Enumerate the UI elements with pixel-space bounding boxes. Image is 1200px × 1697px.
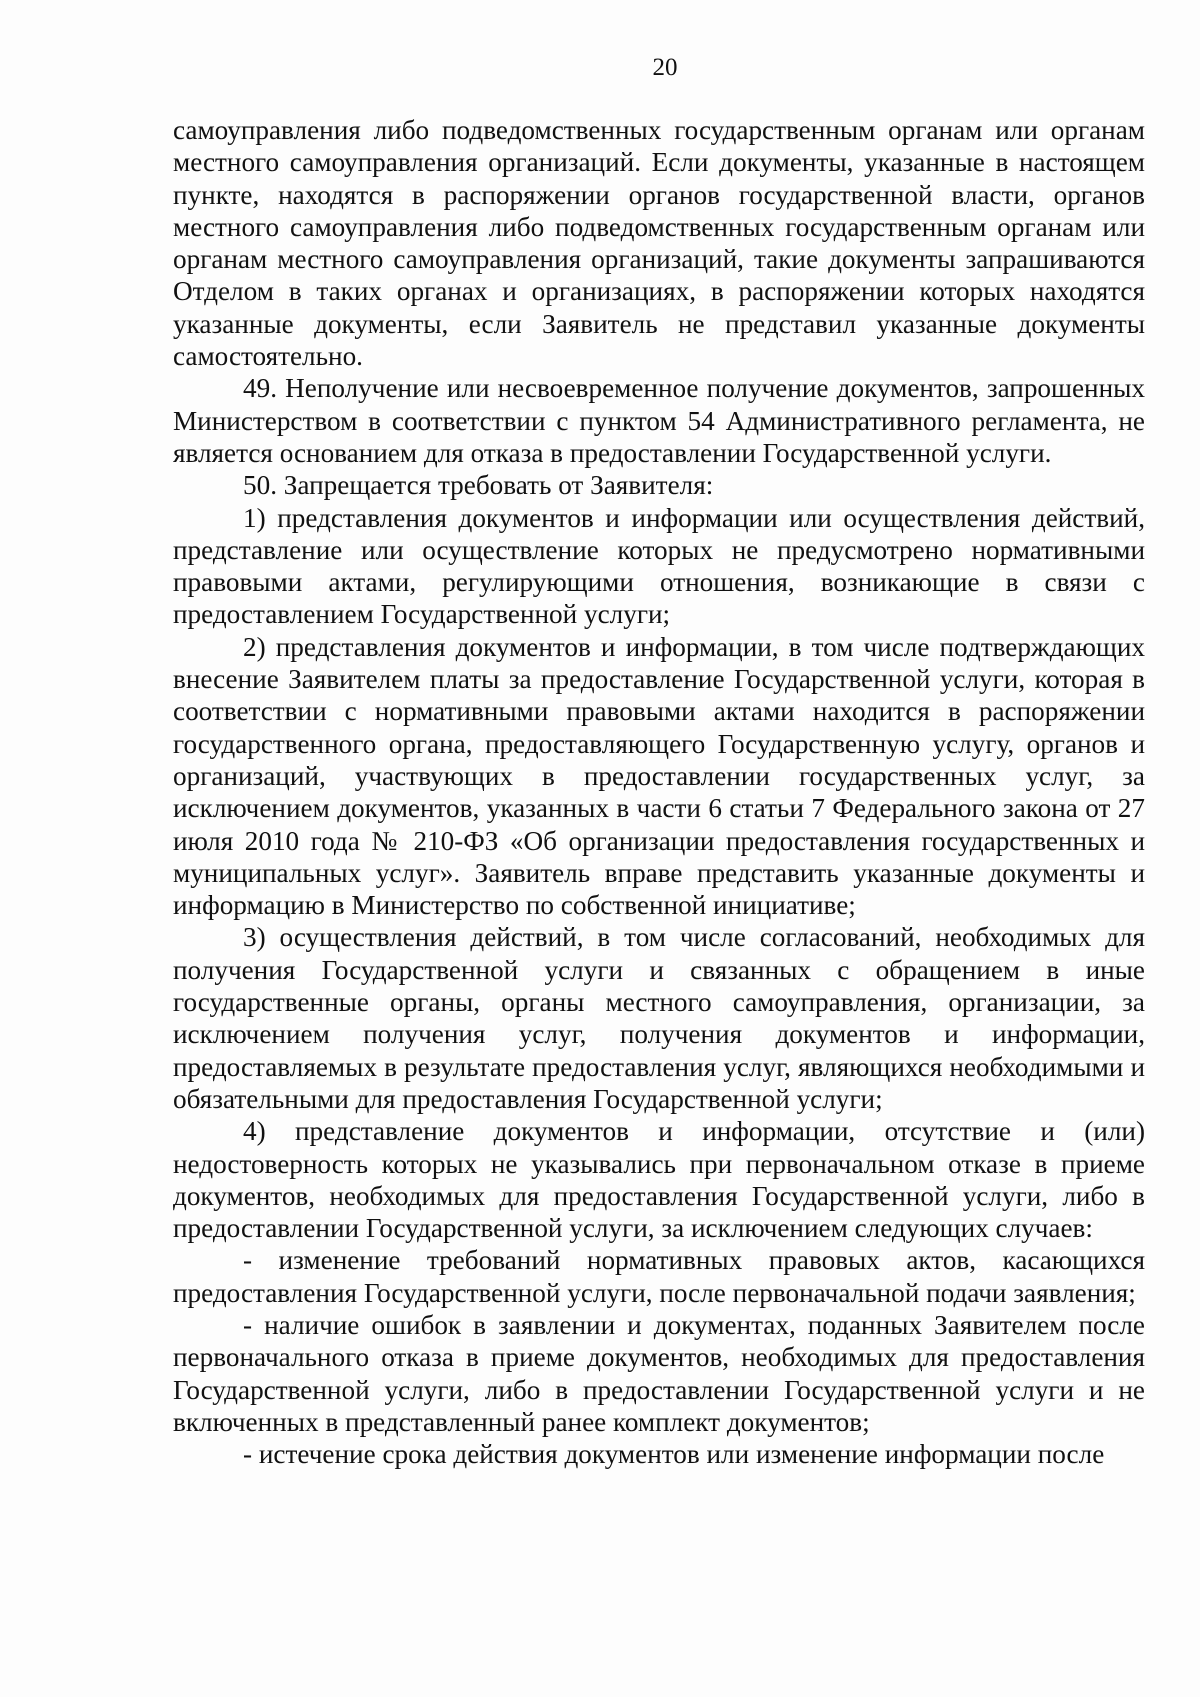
sub-item-requirements-change: - изменение требований нормативных правовых актов, касающихся предоставления Государственной услуги, после первоначальной подачи заявления;	[173, 1245, 1145, 1308]
document-body	[173, 114, 1145, 1470]
sub-item-expiry: - истечение срока действия документов или изменение информации после	[243, 1439, 1105, 1470]
page-number: 20	[652, 54, 678, 81]
paragraph-50: 50. Запрещается требовать от Заявителя:	[243, 470, 714, 501]
sub-item-errors: - наличие ошибок в заявлении и документах, поданных Заявителем после первоначального отказа в приеме документов, необходимых для предоставления Государственной услуги, либо в предоставлении Государственной услуги и не включенных в представленный ранее комплект документов;	[173, 1309, 1145, 1437]
list-item-4: 4) представление документов и информации, отсутствие и (или) недостоверность которых не указывались при первоначальном отказе в приеме документов, необходимых для предоставления Государственной услуги, либо в предоставлении Государственной услуги, за исключением следующих случаев:	[173, 1116, 1145, 1244]
paragraph-49: 49. Неполучение или несвоевременное получение документов, запрошенных Министерством в соответствии с пунктом 54 Административного регламента, не является основанием для отказа в предоставлении Государственной услуги.	[173, 373, 1145, 468]
list-item-2: 2) представления документов и информации, в том числе подтверждающих внесение Заявителем платы за предоставление Государственной услуги, которая в соответствии с нормативными правовыми актами находится в распоряжении государственного органа, предоставляющего Государственную услугу, органов и организаций, участвующих в предоставлении государственных услуг, за исключением документов, указанных в части 6 статьи 7 Федерального закона от 27 июля 2010 года № 210-ФЗ «Об организации предоставления государственных и муниципальных услуг». Заявитель вправе представить указанные документы и информацию в Министерство по собственной инициативе;	[173, 631, 1145, 921]
list-item-3: 3) осуществления действий, в том числе согласований, необходимых для получения Государственной услуги и связанных с обращением в иные государственные органы, органы местного самоуправления, организации, за исключением получения услуг, получения документов и информации, предоставляемых в результате предоставления услуг, являющихся необходимыми и обязательными для предоставления Государственной услуги;	[173, 922, 1145, 1114]
paragraph-continuation: самоуправления либо подведомственных государственным органам или органам местного самоуправления организаций. Если документы, указанные в настоящем пункте, находятся в распоряжении органов государственной власти, органов местного самоуправления либо подведомственных государственным органам или органам местного самоуправления организаций, такие документы запрашиваются Отделом в таких органах и организациях, в распоряжении которых находятся указанные документы, если Заявитель не представил указанные документы самостоятельно.	[173, 115, 1145, 372]
list-item-1: 1) представления документов и информации или осуществления действий, представление или осуществление которых не предусмотрено нормативными правовыми актами, регулирующими отношения, возникающие в связи с предоставлением Государственной услуги;	[173, 502, 1145, 630]
